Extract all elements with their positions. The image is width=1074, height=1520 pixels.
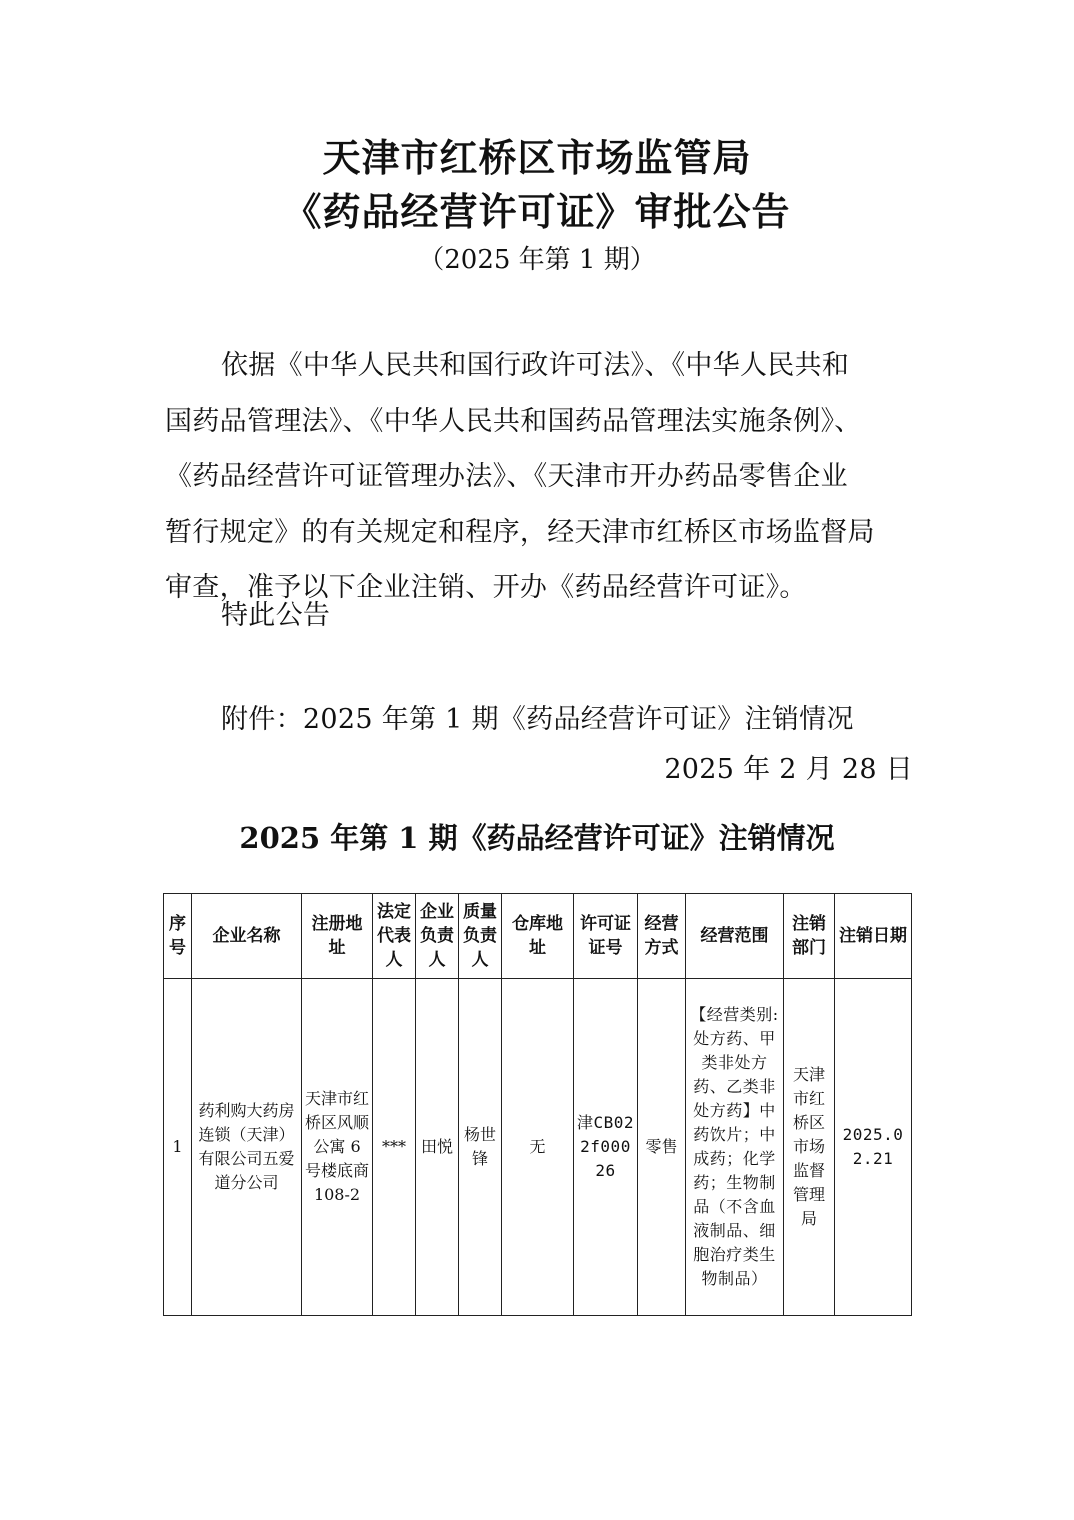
paragraph-line: 审查，准予以下企业注销、开办《药品经营许可证》。 [165, 572, 807, 603]
col-header: 序号 [164, 894, 192, 979]
col-header: 质量负责人 [459, 894, 502, 979]
table-row [164, 979, 912, 1316]
paragraph-line: 暂行规定》的有关规定和程序，经天津市红桥区市场监督局 [165, 516, 875, 548]
col-header: 仓库地址 [502, 894, 574, 979]
announcement-paragraph [165, 338, 913, 616]
publish-date: 2025 年 2 月 28 日 [664, 754, 913, 785]
col-header: 法定代表人 [373, 894, 416, 979]
cell-cancel-dept: 天津市红桥区市场监督管理局 [784, 979, 835, 1316]
col-header: 许可证证号 [574, 894, 638, 979]
page-title-line2: 《药品经营许可证》审批公告 [283, 189, 791, 234]
attachment-line: 附件：2025 年第 1 期《药品经营许可证》注销情况 [221, 704, 854, 735]
col-header: 注销部门 [784, 894, 835, 979]
cell-warehouse-address: 无 [502, 979, 574, 1316]
cell-legal-rep: *** [373, 979, 416, 1316]
col-header: 经营方式 [638, 894, 686, 979]
notice-text: 特此公告 [221, 600, 331, 631]
table-title: 2025 年第 1 期《药品经营许可证》注销情况 [239, 821, 835, 855]
issue-number: （2025 年第 1 期） [418, 245, 656, 275]
cell-quality-head: 杨世锋 [459, 979, 502, 1316]
cell-enterprise-head: 田悦 [416, 979, 459, 1316]
cell-business-mode: 零售 [638, 979, 686, 1316]
col-header: 注销日期 [835, 894, 912, 979]
page-title-line1: 天津市红桥区市场监管局 [322, 135, 752, 180]
cell-business-scope: 【经营类别:处方药、甲类非处方药、乙类非处方药】中药饮片；中成药；化学药；生物制品（不含血液制品、细胞治疗类生物制品） [686, 979, 784, 1316]
col-header: 企业名称 [192, 894, 302, 979]
cell-registered-address: 天津市红桥区风顺公寓 6 号楼底商 108-2 [302, 979, 373, 1316]
paragraph-line: 国药品管理法》、《中华人民共和国药品管理法实施条例》、 [165, 405, 862, 437]
cell-index: 1 [164, 979, 192, 1316]
cell-license-number: 津CB022f00026 [574, 979, 638, 1316]
col-header: 企业负责人 [416, 894, 459, 979]
col-header: 注册地址 [302, 894, 373, 979]
paragraph-line: 依据《中华人民共和国行政许可法》、《中华人民共和 [221, 350, 850, 381]
paragraph-line: 《药品经营许可证管理办法》、《天津市开办药品零售企业 [165, 461, 848, 492]
cancellation-table [163, 893, 912, 1316]
cell-company-name: 药利购大药房连锁（天津）有限公司五爱道分公司 [192, 979, 302, 1316]
table-header-row [164, 894, 912, 979]
col-header: 经营范围 [686, 894, 784, 979]
cell-cancel-date: 2025.02.21 [835, 979, 912, 1316]
